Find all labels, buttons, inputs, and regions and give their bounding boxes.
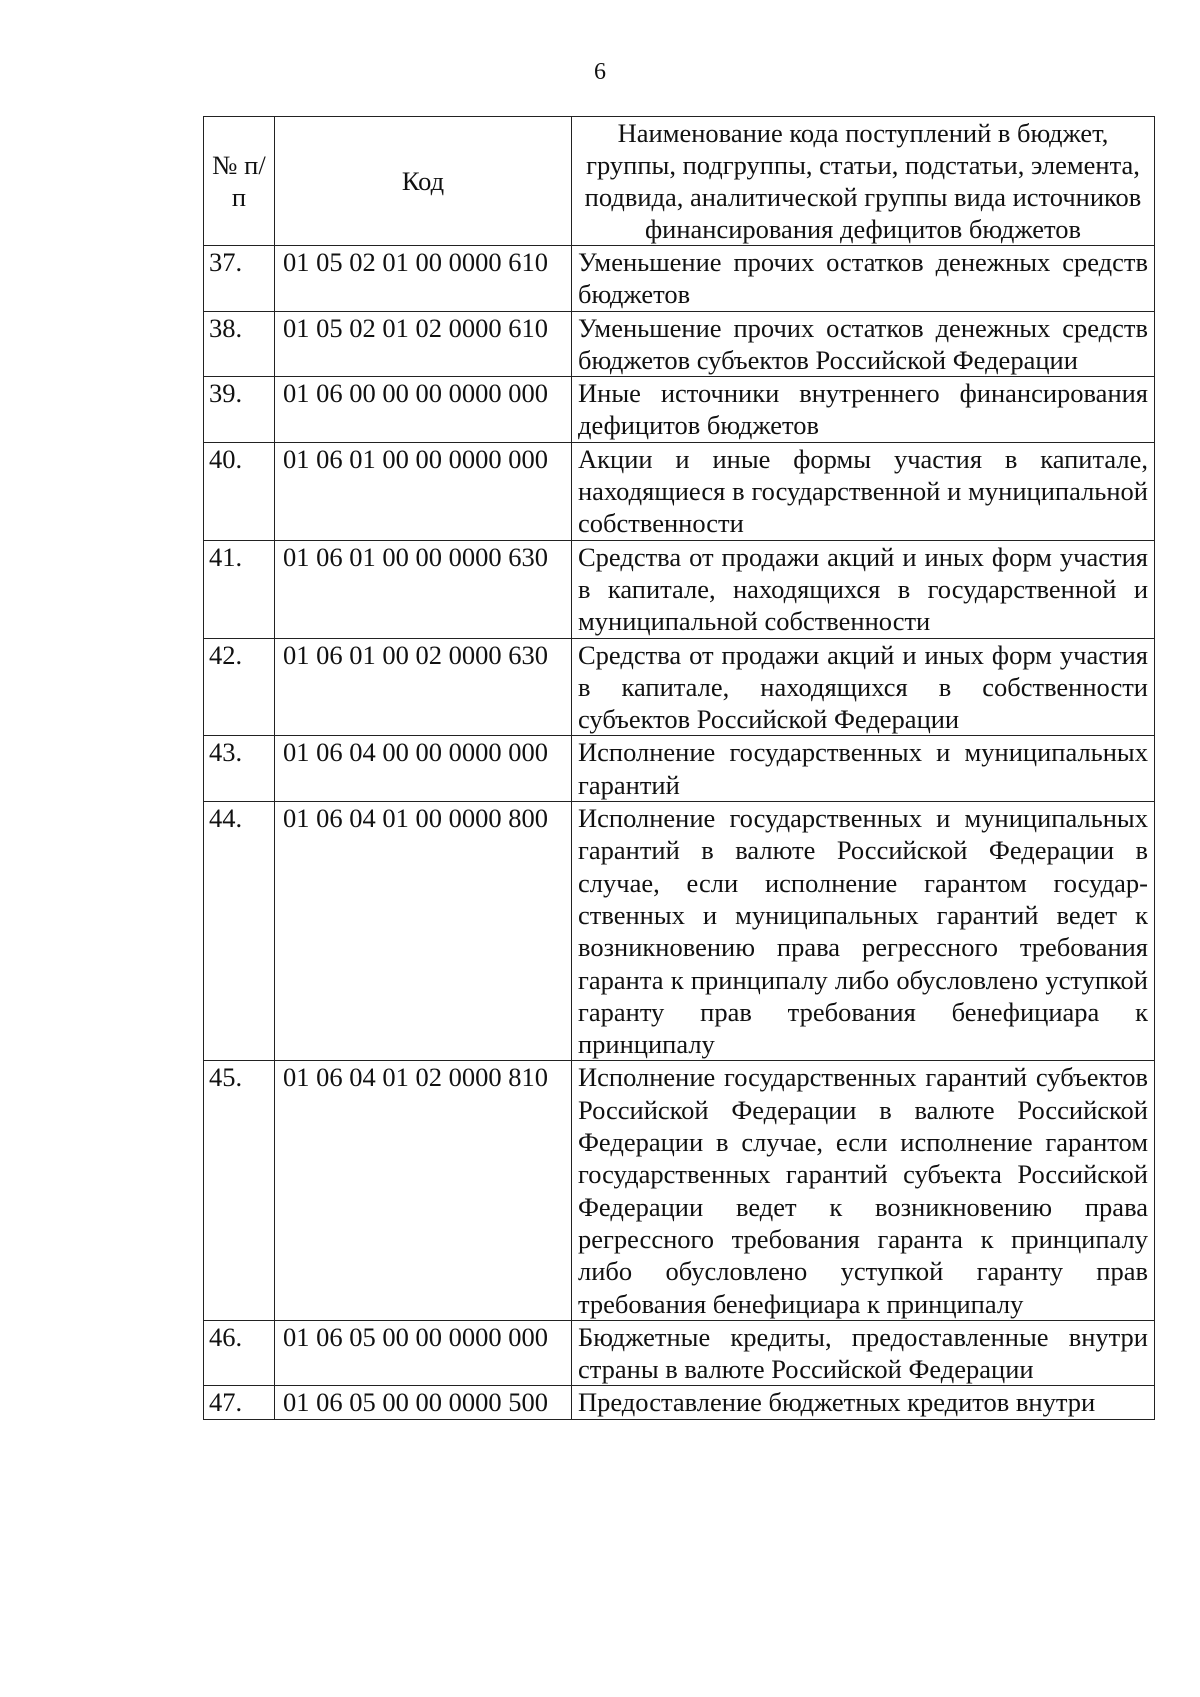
- row-name: Исполнение государственных и муниципальных гарантий: [572, 736, 1155, 802]
- row-num: 47.: [204, 1386, 275, 1419]
- row-num: 38.: [204, 311, 275, 377]
- budget-codes-table: [203, 116, 1155, 1420]
- table-row: [204, 1320, 1155, 1386]
- row-num: 42.: [204, 638, 275, 736]
- row-code: 01 05 02 01 02 0000 610: [275, 311, 572, 377]
- row-num: 37.: [204, 246, 275, 312]
- table-row: [204, 311, 1155, 377]
- row-code: 01 06 04 00 00 0000 000: [275, 736, 572, 802]
- row-num: 46.: [204, 1320, 275, 1386]
- row-name: Иные источники внутреннего финансирования дефицитов бюджетов: [572, 377, 1155, 443]
- row-name: Средства от продажи акций и иных форм участия в капитале, находящихся в государственной и муниципальной собственности: [572, 540, 1155, 638]
- row-num: 40.: [204, 442, 275, 540]
- row-code: 01 06 01 00 02 0000 630: [275, 638, 572, 736]
- page-number: 6: [594, 59, 606, 85]
- row-num: 45.: [204, 1061, 275, 1320]
- row-name: Исполнение государственных гарантий субъектов Российской Федерации в валюте Российской Федерации в случае, если исполнение гарантом государственных гарантий субъекта Российской Федерации ведет к возникновению права регрессного требования гаранта к принципалу либо обусловлено уступкой гаранту прав требования бенефициара к принципалу: [572, 1061, 1155, 1320]
- row-name: Предоставление бюджетных кредитов внутри: [572, 1386, 1155, 1419]
- row-name: Уменьшение прочих остатков денежных средств бюджетов: [572, 246, 1155, 312]
- row-num: 41.: [204, 540, 275, 638]
- table-header-row: [204, 117, 1155, 246]
- header-num: № п/п: [204, 117, 275, 246]
- table-row: [204, 736, 1155, 802]
- table-row: [204, 1061, 1155, 1320]
- row-num: 39.: [204, 377, 275, 443]
- table-row: [204, 802, 1155, 1061]
- row-name: Уменьшение прочих остатков денежных средств бюджетов субъектов Российской Федерации: [572, 311, 1155, 377]
- row-code: 01 05 02 01 00 0000 610: [275, 246, 572, 312]
- row-code: 01 06 05 00 00 0000 500: [275, 1386, 572, 1419]
- table-row: [204, 638, 1155, 736]
- header-name: Наименование кода поступлений в бюджет, группы, подгруппы, статьи, подстатьи, элемента, подвида, аналитической группы вида источников финансирования дефицитов бюджетов: [572, 117, 1155, 246]
- header-code: Код: [275, 117, 572, 246]
- row-code: 01 06 00 00 00 0000 000: [275, 377, 572, 443]
- table-row: [204, 377, 1155, 443]
- row-code: 01 06 01 00 00 0000 630: [275, 540, 572, 638]
- row-code: 01 06 01 00 00 0000 000: [275, 442, 572, 540]
- table-row: [204, 540, 1155, 638]
- table-row: [204, 246, 1155, 312]
- row-code: 01 06 05 00 00 0000 000: [275, 1320, 572, 1386]
- row-name: Бюджетные кредиты, предоставленные внутри страны в валюте Российской Федерации: [572, 1320, 1155, 1386]
- table-row: [204, 1386, 1155, 1419]
- row-num: 44.: [204, 802, 275, 1061]
- row-num: 43.: [204, 736, 275, 802]
- table-row: [204, 442, 1155, 540]
- row-name: Средства от продажи акций и иных форм участия в капитале, находящихся в собственности субъектов Российской Федерации: [572, 638, 1155, 736]
- row-code: 01 06 04 01 02 0000 810: [275, 1061, 572, 1320]
- row-name: Исполнение государственных и муниципальных гарантий в валюте Российской Федерации в случае, если исполнение гарантом государственных и муниципальных гарантий ведет к возникновению права регрессного требования гаранта к принципалу либо обусловлено уступкой гаранту прав требования бенефициара к принципалу: [572, 802, 1155, 1061]
- row-name: Акции и иные формы участия в капитале, находящиеся в государственной и муниципальной собственности: [572, 442, 1155, 540]
- row-code: 01 06 04 01 00 0000 800: [275, 802, 572, 1061]
